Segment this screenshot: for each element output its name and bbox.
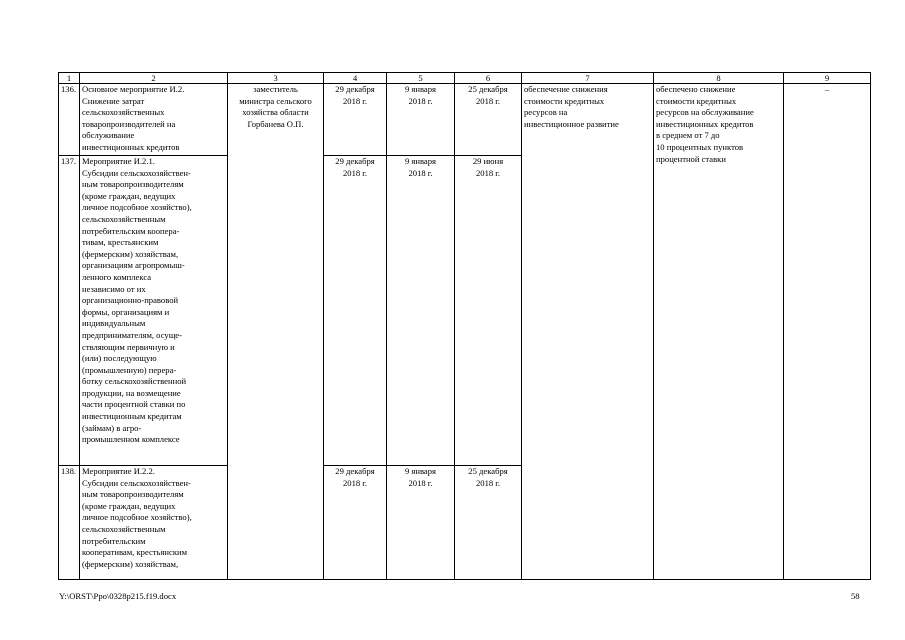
- date-cell: 25 декабря 2018 г.: [455, 84, 522, 156]
- plan-table: [58, 72, 871, 580]
- date-cell: 9 января 2018 г.: [387, 84, 455, 156]
- responsible-person: заместитель министра сельского хозяйства области Горбанева О.П.: [228, 84, 324, 580]
- expected-result: обеспечение снижения стоимости кредитных ресурсов на инвестиционное развитие: [522, 84, 654, 580]
- col-header: 4: [324, 73, 387, 84]
- column-number-row: [59, 73, 871, 84]
- col-header: 5: [387, 73, 455, 84]
- col-header: 7: [522, 73, 654, 84]
- col-header: 2: [80, 73, 228, 84]
- note-cell: –: [784, 84, 871, 580]
- col-header: 8: [654, 73, 784, 84]
- row-number: 138.: [59, 466, 80, 580]
- activity-name: Основное мероприятие И.2. Снижение затрат сельскохозяйственных товаропроизводителей на обслуживание инвестиционных кредитов: [80, 84, 228, 156]
- activity-name: Мероприятие И.2.2. Субсидии сельскохозяйствен- ным товаропроизводителям (кроме граждан, ведущих личное подсобное хозяйство), сельскохозяйственным потребительским кооперативам, крестьянским (фермерским) хозяйствам,: [80, 466, 228, 580]
- date-cell: 9 января 2018 г.: [387, 466, 455, 580]
- date-cell: 29 декабря 2018 г.: [324, 466, 387, 580]
- date-cell: 9 января 2018 г.: [387, 156, 455, 466]
- actual-result: обеспечено снижение стоимости кредитных ресурсов на обслуживание инвестиционных кредитов в среднем от 7 до 10 процентных пунктов процентной ставки: [654, 84, 784, 580]
- table-row: [59, 84, 871, 156]
- row-number: 137.: [59, 156, 80, 466]
- page-number: 58: [851, 591, 860, 601]
- row-number: 136.: [59, 84, 80, 156]
- date-cell: 29 декабря 2018 г.: [324, 156, 387, 466]
- date-cell: 25 декабря 2018 г.: [455, 466, 522, 580]
- col-header: 3: [228, 73, 324, 84]
- date-cell: 29 декабря 2018 г.: [324, 84, 387, 156]
- col-header: 6: [455, 73, 522, 84]
- date-cell: 29 июня 2018 г.: [455, 156, 522, 466]
- col-header: 1: [59, 73, 80, 84]
- col-header: 9: [784, 73, 871, 84]
- file-path: Y:\ORST\Ppo\0328p215.f19.docx: [59, 591, 177, 601]
- activity-name: Мероприятие И.2.1. Субсидии сельскохозяйствен- ным товаропроизводителям (кроме граждан, ведущих личное подсобное хозяйство), сельскохозяйственным потребительским коопера- тивам, крестьянским (фермерским) хозяйствам, организациям агропромыш- ленного комплекса независимо от их организационно-правовой формы, организациям и индивидуальным предпринимателям, осуще- ствляющим первичную и (или) последующую (промышленную) перера- ботку сельскохозяйственной продукции, на возмещение части процентной ставки по инвестиционным кредитам (займам) в агро- промышленном комплексе: [80, 156, 228, 466]
